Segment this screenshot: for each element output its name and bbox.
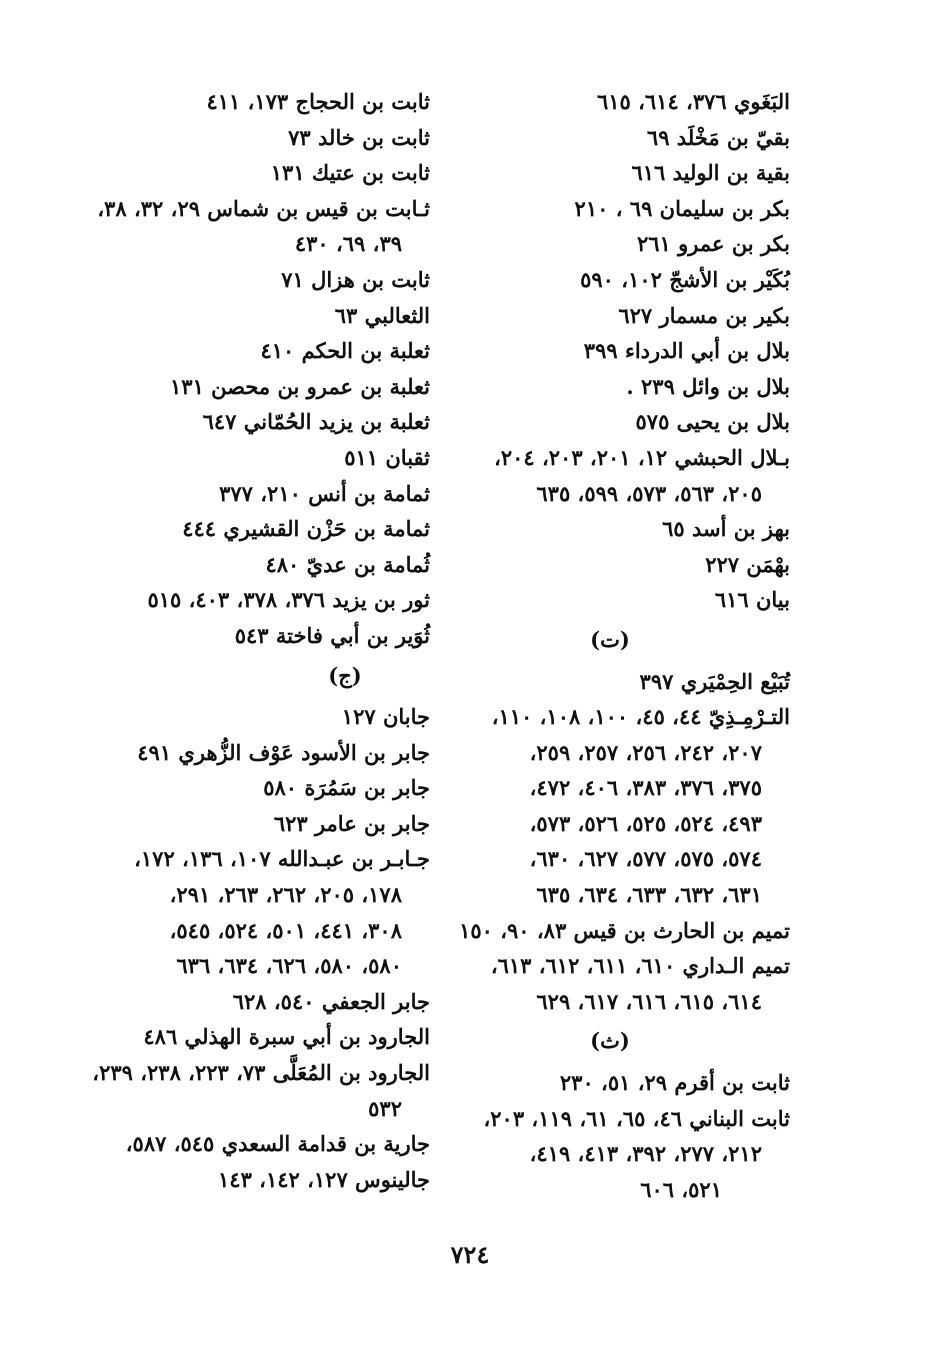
index-entry: بكير بن مسمار ٦٢٧ <box>618 302 790 328</box>
index-entry: بلال بن أبي الدرداء ٣٩٩ <box>583 338 790 364</box>
index-entry: جـابـر بن عبـدالله ١٠٧، ١٣٦، ١٧٢، <box>134 846 430 872</box>
index-entry: الثعالبي ٦٣ <box>334 302 430 328</box>
index-entry: ثقبان ٥١١ <box>344 444 430 470</box>
index-entry: جابان ١٢٧ <box>341 704 430 730</box>
index-entry-continuation: ٥٢١، ٦٠٦ <box>640 1176 722 1202</box>
index-entry: تُبَيْع الحِمْيَري ٣٩٧ <box>639 668 790 694</box>
index-entry: الجارود بن المُعَلَّى ٧٣، ٢٢٣، ٢٣٨، ٢٣٩، <box>92 1060 430 1086</box>
index-entry: بهز بن أسد ٦٥ <box>662 516 790 542</box>
index-entry: جارية بن قدامة السعدي ٥٤٥، ٥٨٧، <box>125 1131 430 1157</box>
index-entry: بلال بن وائل ٢٣٩ . <box>626 373 790 399</box>
index-entry: بكر بن عمرو ٢٦١ <box>636 231 790 257</box>
index-entry-continuation: ٣٠٨، ٤٤١، ٥٠١، ٥٢٤، ٥٤٥، <box>169 917 402 943</box>
page-number: ٧٢٤ <box>450 1240 490 1269</box>
index-entry: بيان ٦١٦ <box>714 587 790 613</box>
right-column <box>430 84 790 1207</box>
index-entry: ثعلبة بن الحكم ٤١٠ <box>260 338 430 364</box>
index-entry: التـرْمِـذِيّ ٤٤، ٤٥، ١٠٠، ١٠٨، ١١٠، <box>491 704 790 730</box>
index-entry-continuation: ٢١٢، ٢٧٧، ٣٩٢، ٤١٣، ٤١٩، <box>529 1141 762 1167</box>
index-entry-continuation: ٥٣٢ <box>368 1095 402 1121</box>
index-entry-continuation: ٥٧٤، ٥٧٥، ٥٧٧، ٦٢٧، ٦٣٠، <box>529 846 762 872</box>
index-entry: ثـابت بن قيس بن شماس ٢٩، ٣٢، ٣٨، <box>97 195 430 221</box>
index-entry-continuation: ٣٧٥، ٣٧٦، ٣٨٣، ٤٠٦، ٤٧٢، <box>529 775 762 801</box>
index-entry: ثابت بن هزال ٧١ <box>281 266 430 292</box>
index-entry: بلال بن يحيى ٥٧٥ <box>635 409 790 435</box>
index-entry: ثابت البناني ٤٦، ٦٥، ٦١، ١١٩، ٢٠٣، <box>483 1105 790 1131</box>
index-entry: جابر الجعفي ٥٤٠، ٦٢٨ <box>232 988 430 1014</box>
index-entry-continuation: ٢٠٥، ٥٦٣، ٥٧٣، ٥٩٩، ٦٣٥ <box>536 480 762 506</box>
index-entry-continuation: ٢٠٧، ٢٤٢، ٢٥٦، ٢٥٧، ٢٥٩، <box>529 739 762 765</box>
index-entry: ثعلبة بن عمرو بن محصن ١٣١ <box>170 373 430 399</box>
index-entry: جابر بن سَمُرَة ٥٨٠ <box>263 775 430 801</box>
index-entry: بقية بن الوليد ٦١٦ <box>631 160 790 186</box>
left-column <box>30 84 430 1197</box>
index-entry: ثابت بن أقرم ٢٩، ٥١، ٢٣٠ <box>559 1070 790 1096</box>
index-entry: ثابت بن خالد ٧٣ <box>288 124 430 150</box>
index-entry: البَغَوي ٣٧٦، ٦١٤، ٦١٥ <box>596 89 790 114</box>
index-entry: بهْمَن ٢٢٧ <box>705 551 790 577</box>
index-entry-continuation: ٦٣١، ٦٣٢، ٦٣٣، ٦٣٤، ٦٣٥ <box>536 882 762 908</box>
index-entry: جالينوس ١٢٧، ١٤٢، ١٤٣ <box>218 1166 430 1192</box>
index-entry: ثعلبة بن يزيد الحُمّاني ٦٤٧ <box>202 409 430 435</box>
index-entry-continuation: ٦١٤، ٦١٥، ٦١٦، ٦١٧، ٦٢٩ <box>536 988 762 1014</box>
section-letter: (ت) <box>590 626 630 652</box>
index-entry-continuation: ١٧٨، ٢٠٥، ٢٦٢، ٢٦٣، ٢٩١، <box>169 882 402 908</box>
index-entry: بـلال الحبشي ١٢، ٢٠١، ٢٠٣، ٢٠٤، <box>494 444 790 470</box>
index-entry: الجارود بن أبي سبرة الهذلي ٤٨٦ <box>143 1024 430 1050</box>
index-entry: ثابت بن عتيك ١٣١ <box>270 160 430 186</box>
index-entry: جابر بن الأسود عَوْف الزُّهري ٤٩١ <box>137 739 430 765</box>
index-entry: تميم بن الحارث بن قيس ٨٣، ٩٠، ١٥٠ <box>459 917 790 943</box>
index-entry: ثابت بن الحجاج ١٧٣، ٤١١ <box>206 89 430 114</box>
index-entry: ثمامة بن أنس ٢١٠، ٣٧٧ <box>219 480 430 506</box>
index-entry: ثور بن يزيد ٣٧٦، ٣٧٨، ٤٠٣، ٥١٥ <box>147 587 430 613</box>
index-entry-continuation: ٥٨٠، ٥٨٠، ٦٢٦، ٦٣٤، ٦٣٦ <box>176 953 402 979</box>
index-entry: تميم الـداري ٦١٠، ٦١١، ٦١٢، ٦١٣، <box>490 953 790 979</box>
index-entry-continuation: ٣٩، ٦٩، ٤٣٠ <box>294 231 402 257</box>
index-entry: بُكَيْر بن الأشجّ ١٠٢، ٥٩٠ <box>580 266 790 292</box>
index-entry: بكر بن سليمان ٦٩ ، ٢١٠ <box>574 195 790 221</box>
index-entry: ثمامة بن حَزْن القشيري ٤٤٤ <box>182 516 430 542</box>
section-letter: (ث) <box>590 1028 630 1054</box>
index-entry: جابر بن عامر ٦٢٣ <box>273 810 430 836</box>
index-entry: ثُمامة بن عديّ ٤٨٠ <box>265 551 430 577</box>
index-entry: ثُوَير بن أبي فاختة ٥٤٣ <box>234 622 430 648</box>
section-letter: (ج) <box>328 662 362 688</box>
index-entry: بقيّ بن مَخْلَد ٦٩ <box>646 124 790 150</box>
index-entry-continuation: ٤٩٣، ٥٢٤، ٥٢٥، ٥٢٦، ٥٧٣، <box>529 810 762 836</box>
